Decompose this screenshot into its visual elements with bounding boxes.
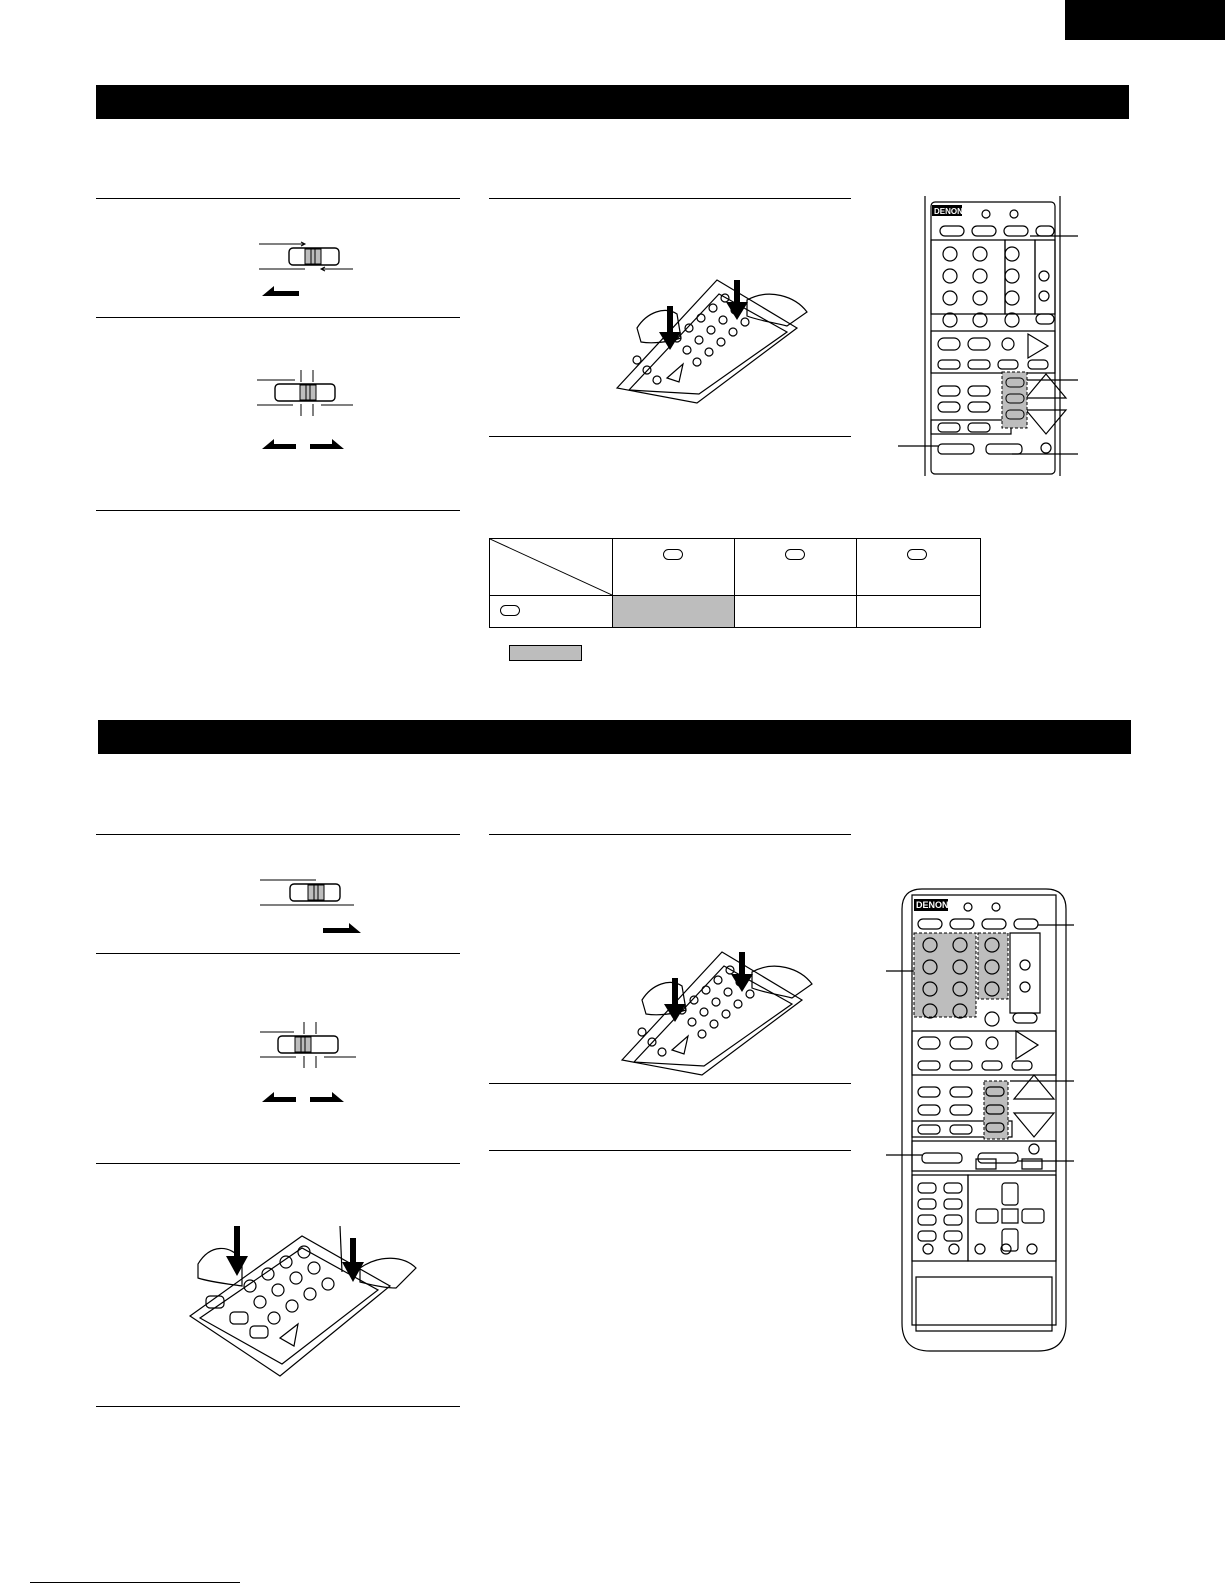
hands-pressing-buttons-icon bbox=[607, 278, 817, 406]
hands-pressing-buttons-icon bbox=[612, 950, 822, 1078]
arrow-left-icon bbox=[262, 284, 300, 298]
step-divider bbox=[489, 1083, 851, 1084]
svg-text:DENON: DENON bbox=[916, 900, 949, 910]
step-divider bbox=[96, 510, 460, 511]
button-symbol bbox=[500, 605, 520, 616]
table-diagonal bbox=[490, 539, 612, 595]
arrow-left-icon bbox=[262, 1090, 344, 1104]
step-divider bbox=[96, 1163, 460, 1164]
step-divider bbox=[489, 1150, 851, 1151]
highlighted-cell bbox=[613, 596, 734, 627]
step-divider bbox=[96, 953, 460, 954]
step-divider bbox=[96, 198, 460, 199]
svg-text:DENON: DENON bbox=[934, 207, 963, 216]
step-divider bbox=[96, 834, 460, 835]
hands-pressing-buttons-icon bbox=[190, 1226, 420, 1378]
remote-control-icon bbox=[920, 196, 1088, 476]
arrow-right-icon bbox=[323, 921, 361, 935]
step-divider bbox=[489, 834, 851, 835]
step-divider bbox=[489, 198, 851, 199]
remote-control-icon bbox=[898, 885, 1088, 1353]
mode-table bbox=[489, 538, 981, 628]
arrow-left-icon bbox=[262, 437, 344, 451]
button-symbol bbox=[663, 549, 683, 560]
button-symbol bbox=[907, 549, 927, 560]
step-divider bbox=[489, 436, 851, 437]
legend-swatch bbox=[509, 645, 582, 661]
language-tab bbox=[1065, 0, 1225, 40]
section-header-bar-2 bbox=[98, 720, 1131, 754]
button-symbol bbox=[785, 549, 805, 560]
step-divider bbox=[96, 317, 460, 318]
section-header-bar-1 bbox=[96, 85, 1129, 119]
footer-rule bbox=[30, 1582, 240, 1583]
slide-switch-icon bbox=[255, 370, 365, 420]
slide-switch-icon bbox=[258, 1022, 368, 1072]
step-divider bbox=[96, 1406, 460, 1407]
